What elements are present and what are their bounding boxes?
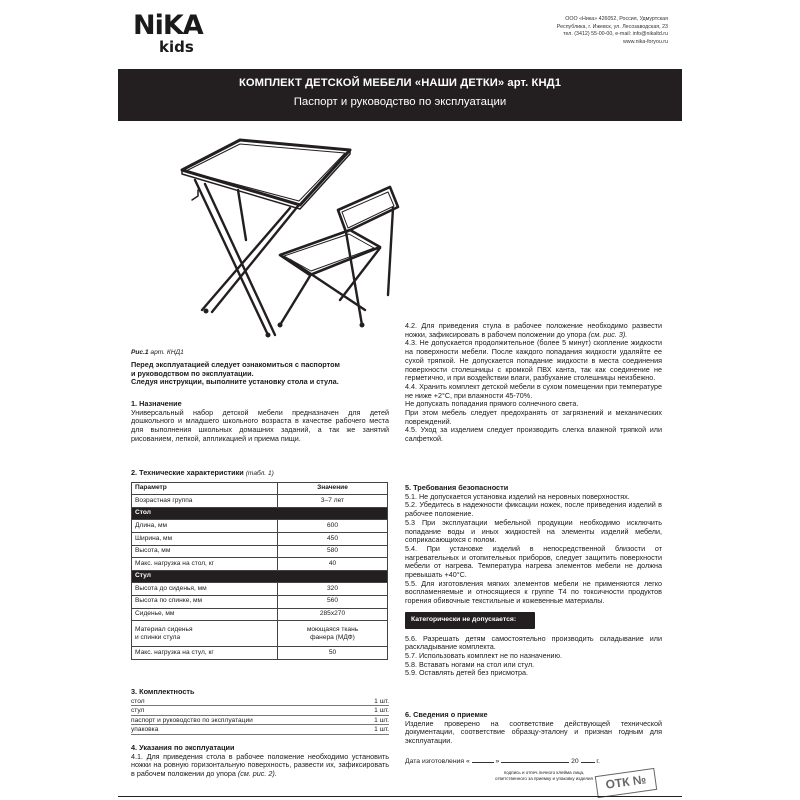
usage-text: 4.2. Для приведения стула в рабочее положение необходимо развести ножки, зафиксировать в рабочем положении до упора [405, 321, 662, 339]
furniture-illustration [150, 130, 420, 345]
list-item: 5.9. Оставлять детей без присмотра. [405, 668, 529, 678]
bottom-divider [118, 796, 682, 797]
item-qty: 1 шт. [374, 726, 389, 734]
footnote-line: подпись и отпеч.личного клейма лица, [503, 770, 585, 775]
section-text: 4.3. Не допускается продолжительное (более 5 минут) скопление жидкости на поверхности мебели. После каждого попадания жидкости удаляйте ее сухой тряпкой. Не допускается попадание жидкости в места соединения поверхности столешницы с кромкой ПВХ канта, так как соединение не герметично, и при воздействии влаги, разбухание столешницы неизбежно. [405, 338, 662, 383]
list-item [131, 697, 389, 707]
param-cell: Длина, мм [132, 520, 278, 533]
param-cell: Ширина, мм [132, 533, 278, 546]
section-text: При этом мебель следует предохранять от загрязнений и механических повреждений. [405, 408, 662, 426]
section-label: Стол [132, 507, 388, 520]
date-suffix: г. [596, 758, 600, 765]
list-item: 5.4. При установке изделий в непосредственной близости от нагревательных и отопительных приборов, следует защитить поверхности мебели от нагрева. Температура нагрева элементов мебели не должна превышать +40°С. [405, 543, 662, 580]
table-row [132, 596, 388, 609]
table-row [132, 495, 388, 508]
section-heading: 3. Комплектность [131, 687, 195, 696]
usage-ref: (см. рис. 2). [237, 769, 277, 779]
param-cell: Высота до сиденья, мм [132, 583, 278, 596]
table-ref: (табл. 1) [245, 470, 274, 477]
list-item [131, 716, 389, 726]
value-cell: 40 [278, 558, 388, 571]
warning-box: Категорически не допускается: [405, 612, 535, 629]
section-text: Изделие проверено на соответствие действующей технической документации, соответствие образцу-эталону и признан годным для эксплуатации. [405, 718, 662, 746]
date-mid: » [495, 758, 500, 765]
figure-caption [131, 348, 389, 358]
table-row [132, 583, 388, 596]
param-line: и спинки стула [135, 633, 181, 641]
table-row [132, 520, 388, 533]
table-row [132, 621, 388, 647]
intro-block [131, 361, 389, 387]
param-cell: Высота, мм [132, 545, 278, 558]
item-qty: 1 шт. [374, 716, 389, 724]
table-row [132, 608, 388, 621]
list-item: 5.2. Убедитесь в надежности фиксации ножек, после приведения изделий в рабочее положение. [405, 500, 662, 519]
signature-footnote [484, 770, 604, 781]
value-cell: 600 [278, 520, 388, 533]
date-year: 20 [571, 758, 579, 765]
company-line: Республика, г. Ижевск, ул. Лесозаводская, 23 [556, 23, 668, 30]
table-row [132, 647, 388, 660]
value-line: моющаяся ткань [306, 625, 359, 633]
section-label: Стул [132, 570, 388, 583]
caption-bold: Рис.1 [131, 349, 149, 356]
section-text: 4.4. Хранить комплект детской мебели в сухом помещении при температуре не ниже +2°С, при влажности 45-70%. [405, 381, 662, 400]
param-cell: Возрастная группа [132, 495, 278, 508]
param-cell [132, 621, 278, 647]
table-row [132, 558, 388, 571]
table-top [182, 140, 350, 205]
brand-logo [133, 12, 205, 60]
list-item [131, 706, 389, 716]
list-item [131, 725, 389, 735]
section-usage-cont [405, 322, 662, 444]
list-item: 5.7. Использовать комплект не по назначению. [405, 650, 562, 660]
param-line: Материал сиденья [135, 625, 193, 633]
caption-rest: арт. КНД1 [148, 349, 184, 356]
section-safety [405, 484, 662, 678]
section-text: Не допускать попадания прямого солнечного света. [405, 399, 579, 409]
date-line [405, 758, 662, 767]
section-text: 4.5. Уход за изделием следует производить слегка влажной тряпкой или салфеткой. [405, 425, 662, 444]
param-cell: Высота по спинке, мм [132, 596, 278, 609]
list-item: 5.5. Для изготовления мягких элементов мебели не применяются легко воспламеняемые и относящиеся к группе Т4 по токсичности продуктов горения обивочные текстильные и кожевенные материалы. [405, 578, 662, 606]
document-subtitle: Паспорт и руководство по эксплуатации [293, 96, 507, 108]
title-band [118, 69, 682, 121]
table-section-row [132, 570, 388, 583]
section-heading: 6. Сведения о приемке [405, 710, 488, 719]
document-title: КОМПЛЕКТ ДЕТСКОЙ МЕБЕЛИ «НАШИ ДЕТКИ» арт. КНД1 [238, 77, 562, 89]
value-line: фанера (МДФ) [310, 633, 355, 641]
table-row [132, 533, 388, 546]
item-name: стул [131, 707, 145, 715]
value-cell: 50 [278, 647, 388, 660]
usage-text: 4.1. Для приведения стола в рабочее положение необходимо установить ножки на ровную горизонтальную поверхность, развести их, зафиксировать в рабочем положении до упора [131, 751, 389, 779]
param-cell: Макс. нагрузка на стол, кг [132, 558, 278, 571]
col-header: Параметр [132, 482, 278, 495]
list-item: 5.8. Вставать ногами на стол или стул. [405, 659, 535, 669]
value-cell: 580 [278, 545, 388, 558]
company-line: ООО «Ника» 426052, Россия, Удмуртская [565, 16, 668, 22]
value-cell: 560 [278, 596, 388, 609]
item-name: стол [131, 697, 145, 705]
item-name: упаковка [131, 726, 159, 734]
col-header: Значение [278, 482, 388, 495]
item-qty: 1 шт. [374, 697, 389, 705]
company-info [557, 16, 668, 46]
intro-line: Следуя инструкции, выполните установку стола и стула. [131, 377, 339, 387]
value-cell [278, 621, 388, 647]
value-cell: 285х270 [278, 608, 388, 621]
value-cell: 320 [278, 583, 388, 596]
section-specs [131, 469, 389, 660]
otk-stamp: ОТК № [595, 768, 657, 798]
intro-line: Перед эксплуатацией следует ознакомиться с паспортом [131, 360, 340, 369]
section-text: Универсальный набор детской мебели предназначен для детей дошкольного и младшего школьного возраста в качестве рабочего места для выполнения школьных домашних заданий, а так же занятий рисованием, лепкой, аппликацией и приема пищи. [131, 407, 389, 443]
table-row [132, 482, 388, 495]
spec-table [131, 482, 388, 660]
table-row [132, 545, 388, 558]
date-label: Дата изготовления « [405, 758, 470, 765]
section-usage-start [131, 744, 389, 779]
brand-sub: kids [159, 38, 194, 56]
company-line: www.nika-foryou.ru [622, 38, 668, 45]
list-item: 5.6. Разрешать детям самостоятельно производить складывание или раскладывание комплекта. [405, 633, 662, 652]
list-item: 5.1. Не допускается установка изделий на неровных поверхностях. [405, 491, 630, 501]
brand-name: NiKA [133, 10, 203, 41]
usage-ref: (см. рис. 3). [588, 329, 628, 339]
section-purpose [131, 400, 389, 444]
value-cell: 450 [278, 533, 388, 546]
table-section-row [132, 507, 388, 520]
item-qty: 1 шт. [374, 707, 389, 715]
footnote-line: ответственного за приемку и упаковку изделия [495, 775, 593, 781]
section-text [405, 322, 662, 339]
list-item: 5.3 При эксплуатации мебельной продукции необходимо исключить попадание воды и иных жидкостей на элементы изделий мебели, соприкасающихся с полом. [405, 517, 662, 545]
section-text [131, 753, 389, 779]
section-acceptance [405, 711, 662, 746]
section-kit [131, 688, 389, 735]
company-line: тел. (3412) 55-00-00, e-mail: info@nikaltd.ru [563, 31, 668, 38]
section-heading: 1. Назначение [131, 399, 182, 408]
param-cell: Сиденье, мм [132, 608, 278, 621]
intro-line: и руководством по эксплуатации. [131, 368, 254, 378]
value-cell: 3–7 лет [278, 495, 388, 508]
section-heading: 2. Технические характеристики [131, 468, 244, 477]
param-cell: Макс. нагрузка на стул, кг [132, 647, 278, 660]
section-heading: 4. Указания по эксплуатации [131, 743, 235, 752]
section-heading: 5. Требования безопасности [405, 483, 509, 492]
item-name: паспорт и руководство по эксплуатации [131, 716, 253, 724]
